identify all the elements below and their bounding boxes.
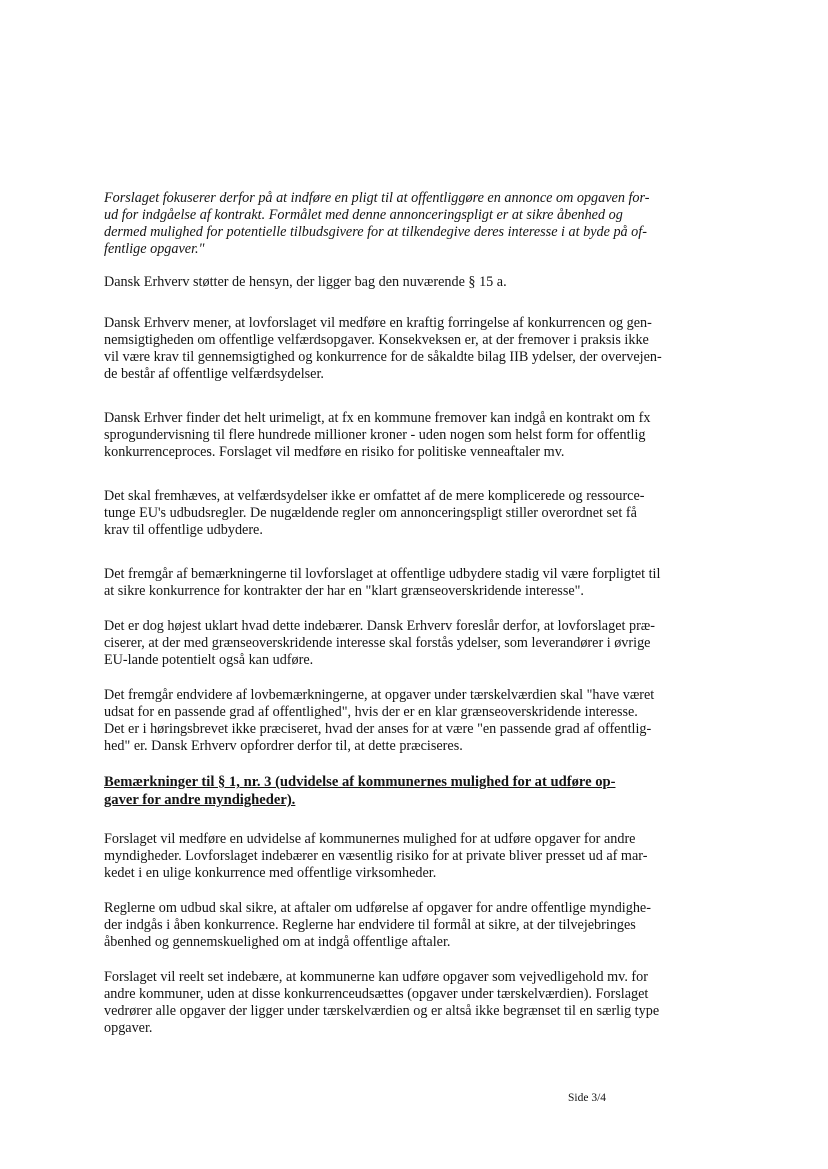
text-line: konkurrenceproces. Forslaget vil medføre en risiko for politiske venneaftaler mv. (104, 444, 565, 460)
text-line: Forslaget fokuserer derfor på at indføre en pligt til at offentliggøre en annonce om opgaven for- (104, 190, 650, 206)
text-line: at sikre konkurrence for kontrakter der har en "klart grænseoverskridende interesse". (104, 583, 584, 599)
paragraph-unclear (104, 618, 706, 669)
text-line: opgaver. (104, 1020, 153, 1036)
text-line: der indgås i åben konkurrence. Reglerne har endvidere til formål at sikre, at der tilvejebringes (104, 917, 636, 933)
text-line: udsat for en passende grad af offentlighed", hvis der er en klar grænseoverskridende interesse. (104, 704, 638, 720)
paragraph-remarks (104, 566, 706, 600)
text-line: myndigheder. Lovforslaget indebærer en væsentlig risiko for at private bliver presset ud af mar- (104, 848, 648, 864)
text-line: Det er dog højest uklart hvad dette indebærer. Dansk Erhverv foreslår derfor, at lovforslaget præ- (104, 618, 655, 634)
text-line: hed" er. Dansk Erhverv opfordrer derfor til, at dette præciseres. (104, 738, 463, 754)
text-line: tunge EU's udbudsregler. De nugældende regler om annonceringspligt stiller overordnet set få (104, 505, 637, 521)
paragraph-expansion (104, 831, 706, 882)
text-line: Det fremgår af bemærkningerne til lovforslaget at offentlige udbydere stadig vil være forpligtet til (104, 566, 661, 582)
text-line: de består af offentlige velfærdsydelser. (104, 366, 324, 382)
text-line: andre kommuner, uden at disse konkurrenceudsættes (opgaver under tærskelværdien). Forslaget (104, 986, 649, 1002)
text-line: Forslaget vil reelt set indebære, at kommunerne kan udføre opgaver som vejvedligehold mv. for (104, 969, 648, 985)
page-number: Side 3/4 (568, 1092, 607, 1104)
text-line: åbenhed og gennemskuelighed om at indgå offentlige aftaler. (104, 934, 451, 950)
text-line: Dansk Erhverv støtter de hensyn, der ligger bag den nuværende § 15 a. (104, 274, 507, 290)
text-line: Det skal fremhæves, at velfærdsydelser ikke er omfattet af de mere komplicerede og ressource- (104, 488, 645, 504)
paragraph-procurement-rules (104, 900, 706, 951)
text-line: Dansk Erhver finder det helt urimeligt, at fx en kommune fremover kan indgå en kontrakt om fx (104, 410, 651, 426)
section-heading (104, 773, 706, 809)
text-line: ciserer, at der med grænseoverskridende interesse skal forstås ydelser, som leverandører i øvrige (104, 635, 651, 651)
paragraph-threshold (104, 687, 706, 755)
text-line: kedet i en ulige konkurrence med offentlige virksomheder. (104, 865, 437, 881)
text-line: ud for indgåelse af kontrakt. Formålet med denne annonceringspligt er at sikre åbenhed og (104, 207, 623, 223)
text-line: nemsigtigheden om offentlige velfærdsopgaver. Konsekveksen er, at der fremover i praksis ikke (104, 332, 649, 348)
text-line: Reglerne om udbud skal sikre, at aftaler om udførelse af opgaver for andre offentlige myndighe- (104, 900, 651, 916)
text-line: vedrører alle opgaver der ligger under tærskelværdien og er altså ikke begrænset til en særlig type (104, 1003, 660, 1019)
heading-line: gaver for andre myndigheder). (104, 792, 296, 808)
paragraph-emphasis (104, 488, 706, 539)
text-line: krav til offentlige udbydere. (104, 522, 263, 538)
heading-line: Bemærkninger til § 1, nr. 3 (udvidelse af kommunernes mulighed for at udføre op- (104, 774, 616, 790)
paragraph-unreasonable (104, 410, 706, 461)
text-line: Forslaget vil medføre en udvidelse af kommunernes mulighed for at udføre opgaver for andre (104, 831, 636, 847)
text-line: dermed mulighed for potentielle tilbudsgivere for at tilkendegive deres interesse i at byde på of- (104, 224, 647, 240)
paragraph-opinion (104, 315, 706, 383)
text-line: vil være krav til gennemsigtighed og konkurrence for de såkaldte bilag IIB ydelser, der overvejen- (104, 349, 662, 365)
text-line: Det fremgår endvidere af lovbemærkningerne, at opgaver under tærskelværdien skal "have været (104, 687, 655, 703)
quote-paragraph (104, 190, 706, 258)
text-line: Det er i høringsbrevet ikke præciseret, hvad der anses for at være "en passende grad af offentlig- (104, 721, 652, 737)
paragraph-support (104, 274, 706, 291)
document-body (104, 190, 706, 1055)
text-line: Dansk Erhverv mener, at lovforslaget vil medføre en kraftig forringelse af konkurrencen og gen- (104, 315, 652, 331)
paragraph-real-effect (104, 969, 706, 1037)
text-line: EU-lande potentielt også kan udføre. (104, 652, 314, 668)
text-line: sprogundervisning til flere hundrede millioner kroner - uden nogen som helst form for offentlig (104, 427, 646, 443)
text-line: fentlige opgaver." (104, 241, 205, 257)
